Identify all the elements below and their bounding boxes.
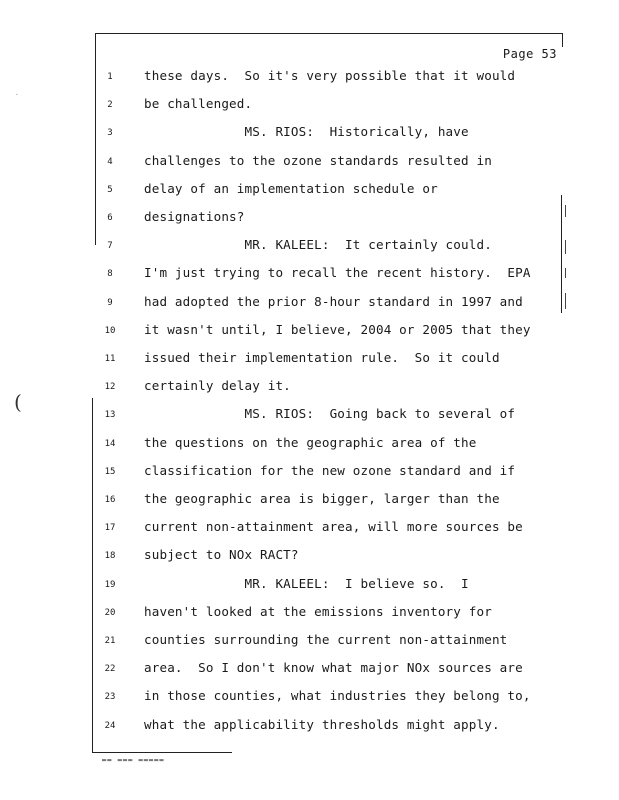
page-number: Page 53 bbox=[502, 47, 557, 61]
page-border-bottom bbox=[92, 752, 232, 753]
line-number: 1 bbox=[107, 72, 113, 82]
line-number: 11 bbox=[104, 354, 116, 364]
line-number: 21 bbox=[104, 636, 116, 646]
line-text: MR. KALEEL: I believe so. I bbox=[144, 575, 469, 591]
line-text: be challenged. bbox=[144, 96, 253, 112]
line-number: 16 bbox=[104, 495, 116, 505]
line-number: 23 bbox=[104, 692, 116, 703]
line-text: I'm just trying to recall the recent history. EPA bbox=[144, 265, 531, 281]
transcript-line bbox=[0, 462, 619, 482]
line-number: 19 bbox=[104, 579, 116, 590]
transcript-line bbox=[0, 152, 619, 172]
line-text: issued their implementation rule. So it could bbox=[144, 350, 500, 365]
transcript-line bbox=[0, 349, 619, 369]
line-number: 7 bbox=[107, 241, 113, 252]
line-text: in those counties, what industries they belong to, bbox=[144, 688, 531, 704]
transcript-line bbox=[0, 434, 619, 454]
line-number: 24 bbox=[104, 720, 116, 731]
line-text: haven't looked at the emissions inventory for bbox=[144, 603, 492, 619]
line-number: 13 bbox=[104, 410, 116, 421]
transcript-line bbox=[0, 603, 619, 623]
line-text: subject to NOx RACT? bbox=[144, 547, 299, 563]
line-text: these days. So it's very possible that it would bbox=[144, 68, 516, 83]
transcript-line bbox=[0, 575, 619, 595]
line-text: delay of an implementation schedule or bbox=[144, 180, 438, 196]
line-number: 5 bbox=[107, 184, 113, 195]
transcript-line bbox=[0, 180, 619, 200]
line-text: designations? bbox=[144, 209, 245, 224]
footer-smudge: ▬▬ ▬▬▬ ▬▬▬▬▬ bbox=[102, 756, 165, 764]
line-number: 17 bbox=[104, 523, 116, 534]
line-text: current non-attainment area, will more sources be bbox=[144, 519, 523, 535]
line-text: MS. RIOS: Going back to several of bbox=[144, 406, 516, 422]
line-text: the geographic area is bigger, larger than the bbox=[144, 491, 500, 506]
margin-dot: · bbox=[16, 92, 18, 99]
transcript-line bbox=[0, 687, 619, 707]
line-text: classification for the new ozone standard and if bbox=[144, 462, 516, 478]
line-text: challenges to the ozone standards resulted in bbox=[144, 152, 492, 168]
page-border-top bbox=[95, 33, 563, 34]
line-number: 14 bbox=[104, 438, 116, 449]
transcript-line bbox=[0, 321, 619, 341]
transcript-line bbox=[0, 123, 619, 143]
line-number: 6 bbox=[107, 213, 113, 223]
line-text: counties surrounding the current non-attainment bbox=[144, 632, 508, 647]
page-border-top-tick bbox=[562, 33, 563, 47]
transcript-line bbox=[0, 716, 619, 736]
line-number: 18 bbox=[104, 551, 116, 562]
transcript-line bbox=[0, 518, 619, 538]
transcript-line bbox=[0, 95, 619, 115]
line-number: 4 bbox=[107, 156, 113, 167]
transcript-line bbox=[0, 293, 619, 313]
transcript-line bbox=[0, 208, 619, 228]
line-text: what the applicability thresholds might apply. bbox=[144, 716, 500, 732]
line-text: MR. KALEEL: It certainly could. bbox=[144, 237, 492, 253]
line-text: MS. RIOS: Historically, have bbox=[144, 124, 469, 140]
transcript-line bbox=[0, 264, 619, 284]
line-text: had adopted the prior 8-hour standard in 1997 and bbox=[144, 293, 523, 309]
line-number: 22 bbox=[104, 664, 116, 675]
transcript-line bbox=[0, 546, 619, 566]
line-number: 2 bbox=[107, 100, 113, 111]
line-number: 20 bbox=[104, 607, 116, 618]
line-number: 10 bbox=[104, 325, 116, 336]
line-text: the questions on the geographic area of the bbox=[144, 434, 477, 450]
margin-bracket: ( bbox=[14, 390, 22, 414]
line-number: 12 bbox=[104, 382, 116, 393]
line-number: 8 bbox=[107, 269, 113, 280]
transcript-line bbox=[0, 67, 619, 87]
transcript-line bbox=[0, 631, 619, 651]
line-text: area. So I don't know what major NOx sources are bbox=[144, 660, 523, 676]
transcript-line bbox=[0, 659, 619, 679]
line-text: certainly delay it. bbox=[144, 378, 291, 394]
line-number: 15 bbox=[104, 466, 116, 477]
line-number: 3 bbox=[107, 128, 113, 139]
line-number: 9 bbox=[107, 297, 113, 308]
transcript-line bbox=[0, 236, 619, 256]
transcript-line bbox=[0, 377, 619, 397]
transcript-line bbox=[0, 490, 619, 510]
line-text: it wasn't until, I believe, 2004 or 2005 that they bbox=[144, 321, 531, 337]
transcript-line bbox=[0, 405, 619, 425]
